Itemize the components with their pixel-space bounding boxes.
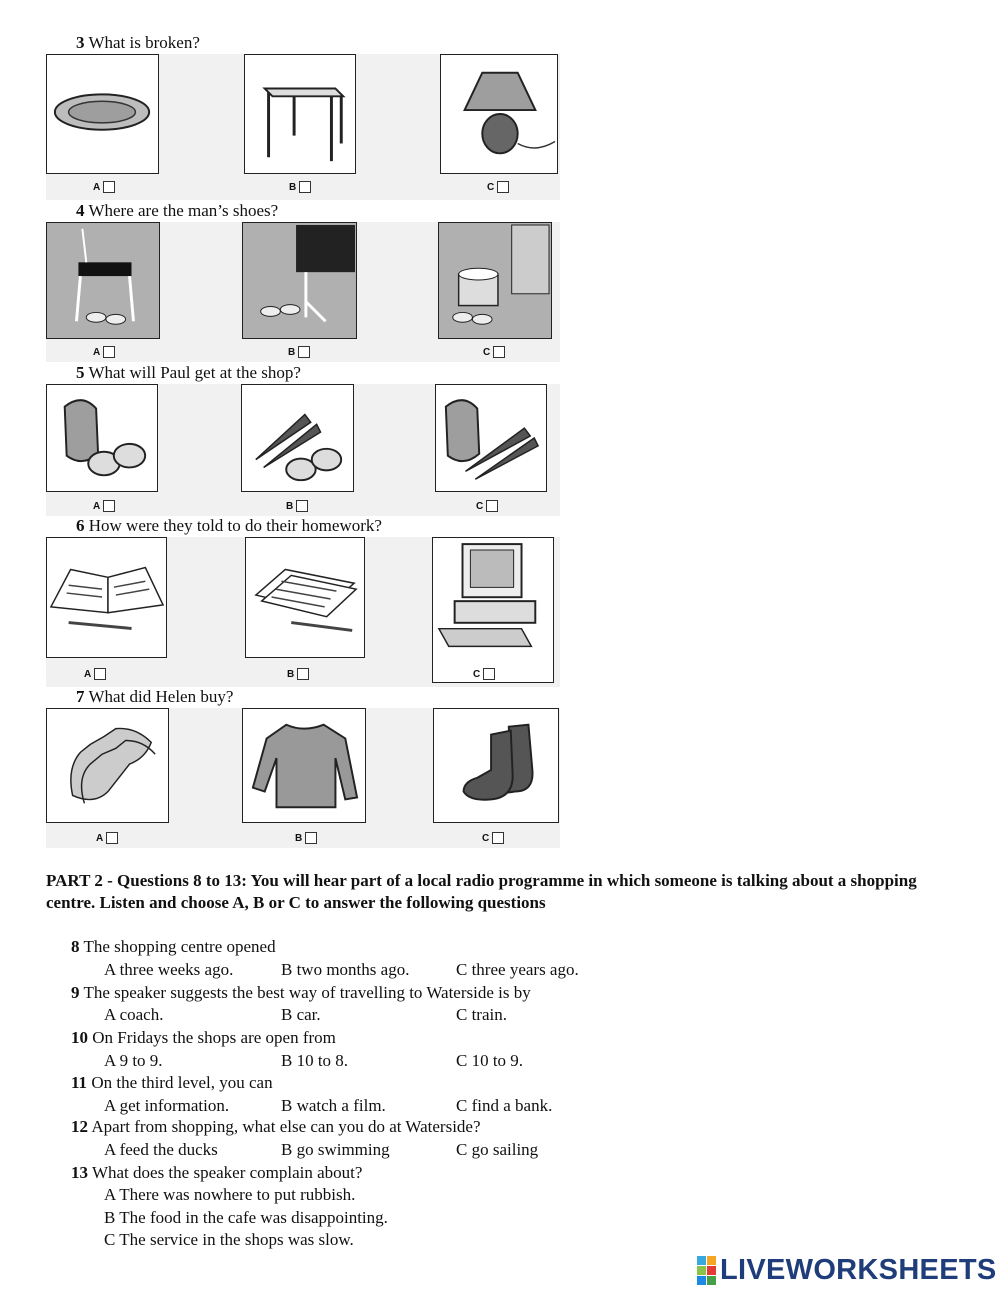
q7-option-c: C xyxy=(482,832,504,844)
sweater-image xyxy=(242,708,366,823)
papers-pen-image xyxy=(245,537,365,658)
q10-answer-c[interactable]: C 10 to 9. xyxy=(456,1051,524,1070)
q10-answer-b[interactable]: B 10 to 8. xyxy=(281,1051,349,1070)
q7-option-b: B xyxy=(295,832,317,844)
q6-option-c: C xyxy=(473,668,495,680)
q6-checkbox-b[interactable] xyxy=(297,668,309,680)
q6-checkbox-a[interactable] xyxy=(94,668,106,680)
q5-checkbox-c[interactable] xyxy=(486,500,498,512)
question-6-pictures xyxy=(46,537,560,687)
q3-option-b: B xyxy=(289,181,311,193)
q6-option-b: B xyxy=(287,668,309,680)
pepper-carrots-image xyxy=(435,384,547,492)
pepper-mushrooms-image xyxy=(46,384,158,492)
q8-answer-c[interactable]: C three years ago. xyxy=(456,960,579,979)
q8-answer-a[interactable]: A three weeks ago. xyxy=(104,960,234,979)
question-6: 6 How were they told to do their homework? xyxy=(76,516,382,535)
q5-option-c: C xyxy=(476,500,498,512)
q6-option-a: A xyxy=(84,668,106,680)
question-8: 8 The shopping centre opened xyxy=(71,937,276,956)
q4-option-a: A xyxy=(93,346,115,358)
q7-checkbox-c[interactable] xyxy=(492,832,504,844)
question-5: 5 What will Paul get at the shop? xyxy=(76,363,301,382)
q11-answer-a[interactable]: A get information. xyxy=(104,1096,230,1115)
q4-option-b: B xyxy=(288,346,310,358)
shoes-under-chair-image xyxy=(46,222,160,339)
q9-answer-a[interactable]: A coach. xyxy=(104,1005,164,1024)
table-image xyxy=(244,54,356,174)
q13-answer-b[interactable]: B The food in the cafe was disappointing. xyxy=(104,1208,388,1227)
socks-image xyxy=(433,708,559,823)
q5-checkbox-b[interactable] xyxy=(296,500,308,512)
q7-option-a: A xyxy=(96,832,118,844)
q4-option-c: C xyxy=(483,346,505,358)
computer-image xyxy=(432,537,554,683)
q4-checkbox-a[interactable] xyxy=(103,346,115,358)
shoes-near-bin-image xyxy=(438,222,552,339)
book-pen-image xyxy=(46,537,167,658)
q3-checkbox-b[interactable] xyxy=(299,181,311,193)
question-3-pictures xyxy=(46,54,560,200)
question-13: 13 What does the speaker complain about? xyxy=(71,1163,363,1182)
q4-checkbox-c[interactable] xyxy=(493,346,505,358)
logo-text: LIVEWORKSHEETS xyxy=(720,1254,997,1286)
question-7: 7 What did Helen buy? xyxy=(76,687,234,706)
q10-answer-a[interactable]: A 9 to 9. xyxy=(104,1051,163,1070)
q6-checkbox-c[interactable] xyxy=(483,668,495,680)
logo-mark-icon xyxy=(697,1256,716,1285)
question-12: 12 Apart from shopping, what else can you do at Waterside? xyxy=(71,1117,481,1136)
q5-checkbox-a[interactable] xyxy=(103,500,115,512)
q13-answer-c[interactable]: C The service in the shops was slow. xyxy=(104,1230,354,1249)
q3-checkbox-c[interactable] xyxy=(497,181,509,193)
q12-answer-c[interactable]: C go sailing xyxy=(456,1140,539,1159)
q5-option-b: B xyxy=(286,500,308,512)
plate-image xyxy=(46,54,159,174)
q4-checkbox-b[interactable] xyxy=(298,346,310,358)
q3-checkbox-a[interactable] xyxy=(103,181,115,193)
liveworksheets-logo xyxy=(697,1254,997,1287)
shoes-near-cabinet-image xyxy=(242,222,357,339)
question-7-pictures xyxy=(46,708,560,848)
question-5-pictures xyxy=(46,384,560,516)
q7-checkbox-b[interactable] xyxy=(305,832,317,844)
q9-answer-c[interactable]: C train. xyxy=(456,1005,507,1024)
question-3: 3 What is broken? xyxy=(76,33,200,52)
q11-answer-b[interactable]: B watch a film. xyxy=(281,1096,386,1115)
question-4: 4 Where are the man’s shoes? xyxy=(76,201,279,220)
lamp-image xyxy=(440,54,558,174)
part2-heading: PART 2 - Questions 8 to 13: You will hear part of a local radio programme in which someone is talking about a shopping centre. Listen and choose A, B or C to answer the following questions xyxy=(46,871,917,912)
question-10: 10 On Fridays the shops are open from xyxy=(71,1028,336,1047)
q3-option-a: A xyxy=(93,181,115,193)
carrots-mushrooms-image xyxy=(241,384,354,492)
question-4-pictures xyxy=(46,222,560,362)
q8-answer-b[interactable]: B two months ago. xyxy=(281,960,410,979)
q9-answer-b[interactable]: B car. xyxy=(281,1005,321,1024)
question-9: 9 The speaker suggests the best way of travelling to Waterside is by xyxy=(71,983,531,1002)
q12-answer-b[interactable]: B go swimming xyxy=(281,1140,390,1159)
q12-answer-a[interactable]: A feed the ducks xyxy=(104,1140,218,1159)
q3-option-c: C xyxy=(487,181,509,193)
q5-option-a: A xyxy=(93,500,115,512)
q11-answer-c[interactable]: C find a bank. xyxy=(456,1096,553,1115)
gloves-image xyxy=(46,708,169,823)
question-11: 11 On the third level, you can xyxy=(71,1073,273,1092)
q7-checkbox-a[interactable] xyxy=(106,832,118,844)
q13-answer-a[interactable]: A There was nowhere to put rubbish. xyxy=(104,1185,356,1204)
